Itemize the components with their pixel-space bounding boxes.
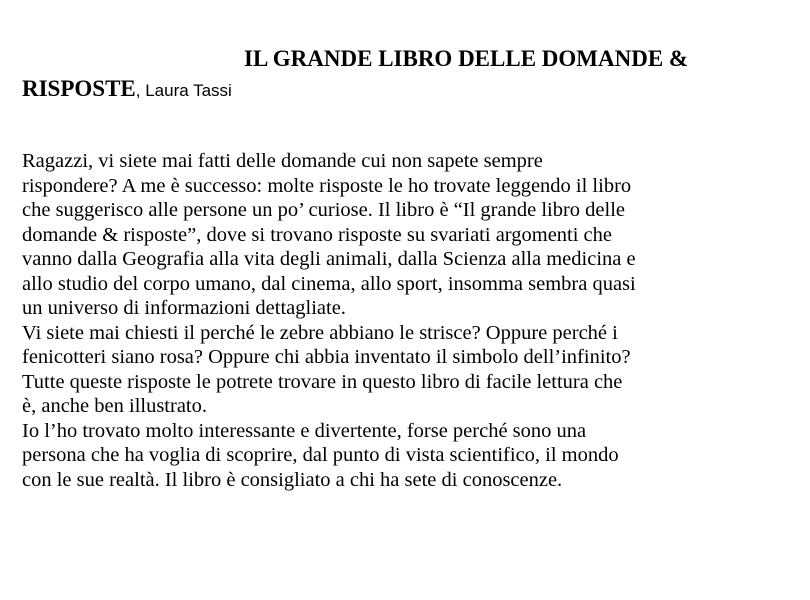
body-line: fenicotteri siano rosa? Oppure chi abbia inventato il simbolo dell’infinito? — [22, 346, 631, 368]
body-line: rispondere? A me è successo: molte risposte le ho trovate leggendo il libro — [22, 174, 632, 197]
body-line: che suggerisco alle persone un po’ curiose. Il libro è “Il grande libro delle — [22, 199, 626, 221]
body-line: Vi siete mai chiesti il perché le zebre abbiano le strisce? Oppure perché i — [22, 321, 618, 344]
body-line: con le sue realtà. Il libro è consigliato a chi ha sete di conoscenze. — [22, 468, 563, 491]
body-line: vanno dalla Geografia alla vita degli animali, dalla Scienza alla medicina e — [22, 248, 636, 270]
body-line: Tutte queste risposte le potrete trovare in questo libro di facile lettura che — [22, 370, 623, 393]
review-body — [22, 149, 807, 492]
title-line-2-text: RISPOSTE — [22, 76, 136, 101]
author-name: , Laura Tassi — [135, 81, 232, 100]
body-line: persona che ha voglia di scoprire, dal punto di vista scientifico, il mondo — [22, 444, 619, 466]
body-line: Ragazzi, vi siete mai fatti delle domande cui non sapete sempre — [22, 150, 543, 172]
body-line: un universo di informazioni dettagliate. — [22, 297, 346, 319]
body-line: allo studio del corpo umano, dal cinema, allo sport, insomma sembra quasi — [22, 272, 636, 295]
title-line-2 — [22, 74, 232, 107]
body-line: Io l’ho trovato molto interessante e divertente, forse perché sono una — [22, 419, 587, 442]
body-line: è, anche ben illustrato. — [22, 395, 208, 417]
body-line: domande & risposte”, dove si trovano risposte su svariati argomenti che — [22, 223, 613, 246]
title-line-1: IL GRANDE LIBRO DELLE DOMANDE & — [244, 46, 689, 71]
